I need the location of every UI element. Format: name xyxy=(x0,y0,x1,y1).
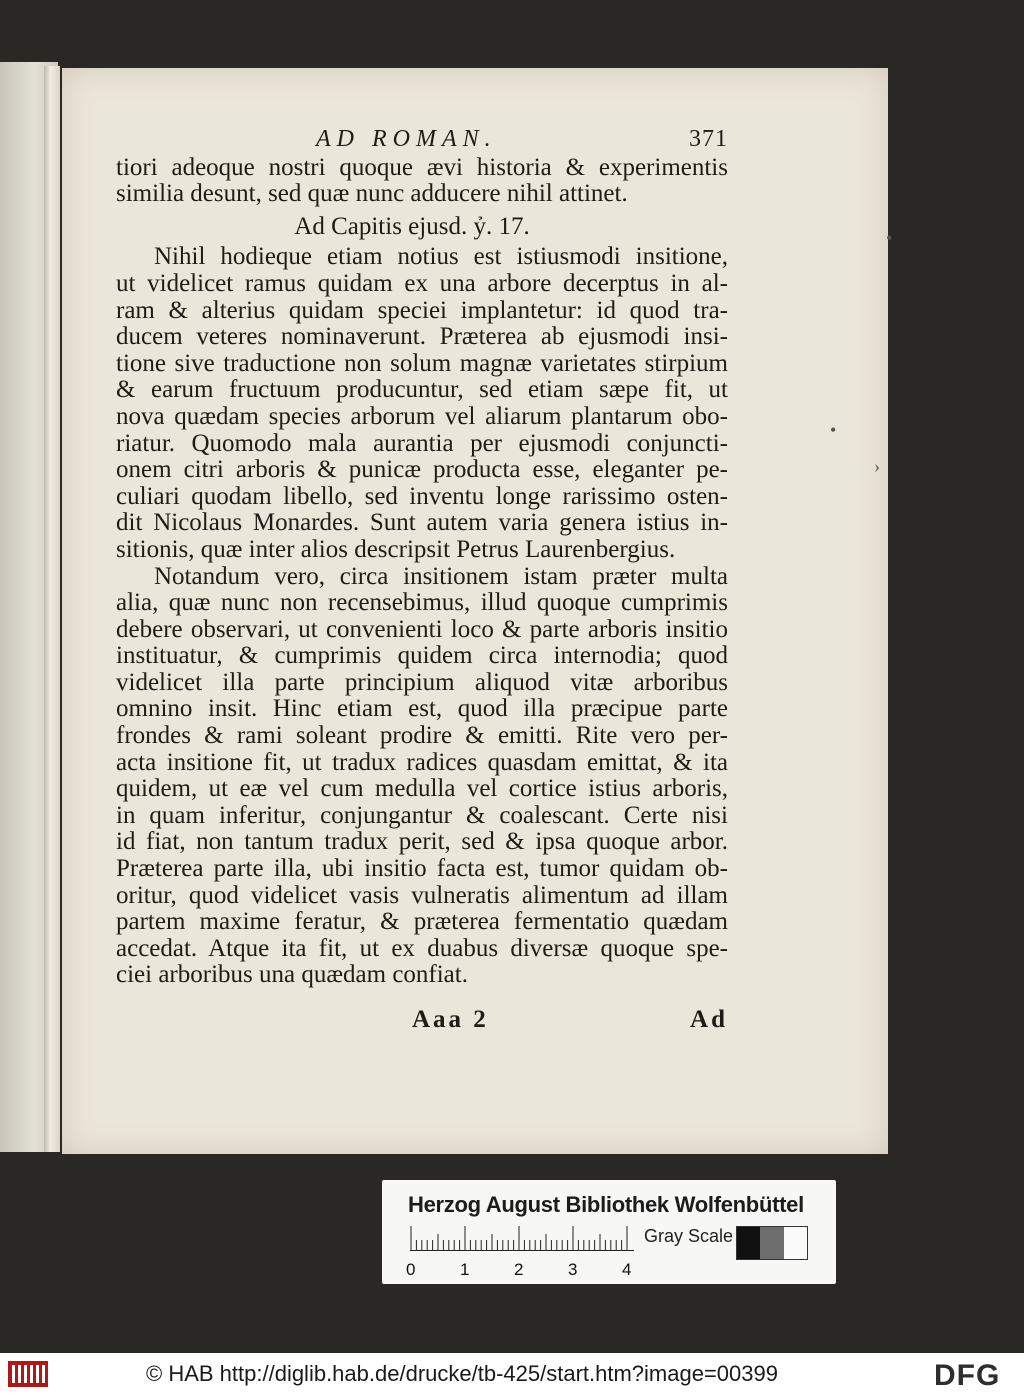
text-line: debere observari, ut convenienti loco & parte arboris insitio xyxy=(116,615,728,643)
text-line: sitionis, quæ inter alios descripsit Petrus Laurenbergius. xyxy=(116,535,676,563)
ruler-number: 1 xyxy=(460,1260,470,1279)
text-line: id fiat, non tantum tradux perit, sed & ipsa quoque arbor. xyxy=(116,828,728,856)
text-line: similia desunt, sed quæ nunc adducere nihil attinet. xyxy=(116,180,628,208)
ruler-number: 3 xyxy=(568,1260,578,1279)
ruler-number: 2 xyxy=(514,1260,524,1279)
ruler-numbers xyxy=(404,1260,644,1280)
page-number: 371 xyxy=(689,126,728,152)
dfg-logo[interactable]: DFG xyxy=(934,1359,1001,1392)
page-text xyxy=(116,126,728,1034)
text-line: omnino insit. Hinc etiam est, quod illa præcipue parte xyxy=(116,695,728,723)
running-head-title: AD ROMAN. xyxy=(316,126,497,152)
section-heading: Ad Capitis ejusd. ỷ. 17. xyxy=(294,212,530,240)
paragraph-top xyxy=(116,155,728,208)
text-line: riatur. Quomodo mala aurantia per ejusmodi conjuncti- xyxy=(116,429,728,457)
text-line: Nihil hodieque etiam notius est istiusmodi insitione, xyxy=(154,243,728,271)
text-line: videlicet illa parte principium aliquod vitæ arboribus xyxy=(116,668,728,696)
text-line: tiori adeoque nostri quoque ævi historia & experimentis xyxy=(116,153,728,181)
swatch-black xyxy=(737,1227,760,1259)
gray-scale-label: Gray Scale xyxy=(644,1226,734,1246)
margin-dot: • xyxy=(830,420,837,440)
text-line: culiari quodam libello, sed inventu longe rarissimo osten- xyxy=(116,482,728,510)
text-line: quidem, ut eæ vel cum medulla vel cortice istius arboris, xyxy=(116,775,728,803)
catchword: Ad xyxy=(690,1006,728,1033)
text-line: dit Nicolaus Monardes. Sunt autem varia genera istius in- xyxy=(116,509,728,537)
text-line: tione sive traductione non solum magnæ varietates stirpium xyxy=(116,349,728,377)
signature-mark: Aaa 2 xyxy=(412,1006,489,1033)
hab-logo-icon[interactable] xyxy=(8,1361,48,1387)
text-line: instituatur, & cumprimis quidem circa internodia; quod xyxy=(116,642,728,670)
text-line: ut videlicet ramus quidam ex una arbore decerptus in al- xyxy=(116,269,728,297)
ruler-number: 0 xyxy=(406,1260,416,1279)
card-title: Herzog August Bibliothek Wolfenbüttel xyxy=(408,1192,804,1217)
viewer-footer xyxy=(0,1353,1024,1395)
text-line: ducem veteres nominaverunt. Præterea ab ejusmodi insi- xyxy=(116,323,728,351)
swatch-white xyxy=(784,1227,807,1259)
text-line: ciei arboribus una quædam confiat. xyxy=(116,961,468,989)
scale-ruler xyxy=(410,1226,634,1251)
running-head xyxy=(116,126,728,153)
text-line: ram & alterius quidam speciei implantetur: id quod tra- xyxy=(116,296,728,324)
text-line: Notandum vero, circa insitionem istam præter multa xyxy=(154,562,728,590)
text-line: onem citri arboris & punicæ producta esse, eleganter pe- xyxy=(116,456,728,484)
text-line: frondes & rami soleant prodire & emitti. Rite vero per- xyxy=(116,722,728,750)
copyright-link[interactable]: © HAB http://diglib.hab.de/drucke/tb-425/start.htm?image=00399 xyxy=(146,1361,778,1386)
text-line: partem maxime feratur, & præterea fermentatio quædam xyxy=(116,908,728,936)
text-line: in quam inferitur, conjungantur & coalescant. Certe nisi xyxy=(116,801,728,829)
page-footer-line xyxy=(116,1007,728,1034)
margin-dot: • xyxy=(886,228,893,248)
paragraph-2 xyxy=(116,564,728,990)
text-line: nova quædam species arborum vel aliarum plantarum obo- xyxy=(116,402,728,430)
text-line: alia, quæ nunc non recensebimus, illud quoque cumprimis xyxy=(116,589,728,617)
text-line: accedat. Atque ita fit, ut ex duabus diversæ quoque spe- xyxy=(116,934,728,962)
color-target-card xyxy=(382,1180,836,1284)
ruler-ticks xyxy=(410,1226,634,1250)
swatch-gray xyxy=(760,1227,783,1259)
paragraph-1 xyxy=(116,244,728,563)
text-line: acta insitione fit, ut tradux radices quasdam emittat, & ita xyxy=(116,748,728,776)
margin-mark: › xyxy=(874,456,880,476)
gray-scale-swatch xyxy=(736,1226,808,1260)
ruler-number: 4 xyxy=(622,1260,632,1279)
text-line: & earum fructuum producuntur, sed etiam sæpe fit, ut xyxy=(116,376,728,404)
text-line: oritur, quod videlicet vasis vulneratis alimentum ad illam xyxy=(116,881,728,909)
text-line: Præterea parte illa, ubi insitio facta est, tumor quidam ob- xyxy=(116,855,728,883)
page-gutter xyxy=(44,66,60,1152)
